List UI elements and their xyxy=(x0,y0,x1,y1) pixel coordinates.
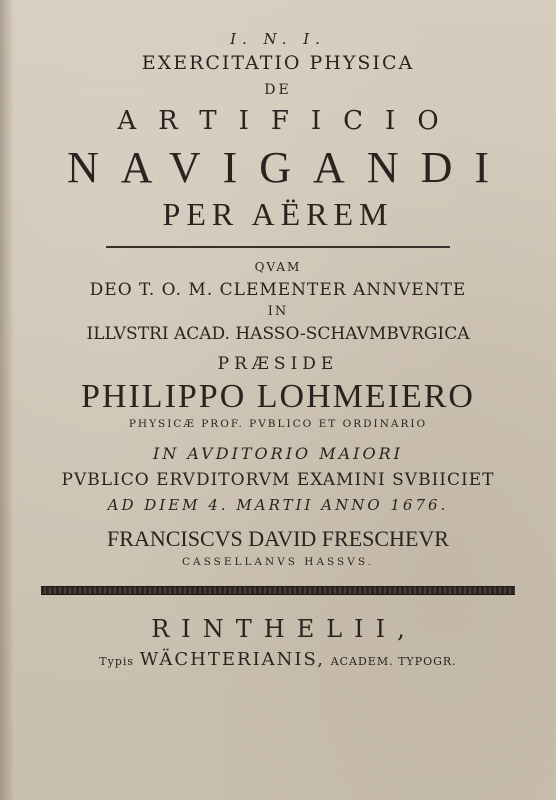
president-title: PHYSICÆ PROF. PVBLICO ET ORDINARIO xyxy=(128,418,428,430)
imprint-place: RINTHELII, xyxy=(151,615,417,643)
respondent-name: FRANCISCVS DAVID FRESCHEVR xyxy=(107,526,449,551)
invocation-line: I. N. I. xyxy=(230,30,326,48)
imprint-printer xyxy=(0,649,556,677)
examination-line: PVBLICO ERVDITORVM EXAMINI SVBIICIET xyxy=(61,470,495,490)
printer-name: WÄCHTERIANIS, xyxy=(139,649,325,670)
title-navigandi: NAVIGANDI xyxy=(66,143,512,192)
president-name: PHILIPPO LOHMEIERO xyxy=(81,378,475,415)
de-line: DE xyxy=(264,82,292,98)
quam-line: QVAM xyxy=(254,260,302,274)
in-line: IN xyxy=(267,304,289,319)
exercitatio-heading: EXERCITATIO PHYSICA xyxy=(141,52,415,74)
academy-line: ILLVSTRI ACAD. HASSO-SCHAVMBVRGICA xyxy=(86,324,470,344)
ornamental-rule xyxy=(41,586,515,595)
respondent-origin: CASSELLANVS HASSVS. xyxy=(182,556,374,568)
title-per-aerem: PER AËREM xyxy=(162,196,394,232)
binding-edge xyxy=(0,0,14,800)
auditorium-line: IN AVDITORIO MAIORI xyxy=(153,444,403,463)
typis-prefix: Typis xyxy=(99,655,135,668)
deo-line: DEO T. O. M. CLEMENTER ANNVENTE xyxy=(89,280,467,300)
title-artificio: ARTIFICIO xyxy=(117,106,461,136)
divider-rule xyxy=(106,246,450,248)
praeside-line: PRÆSIDE xyxy=(217,354,339,374)
date-line: AD DIEM 4. MARTII ANNO 1676. xyxy=(107,496,449,514)
printer-role: ACADEM. TYPOGR. xyxy=(330,655,457,668)
